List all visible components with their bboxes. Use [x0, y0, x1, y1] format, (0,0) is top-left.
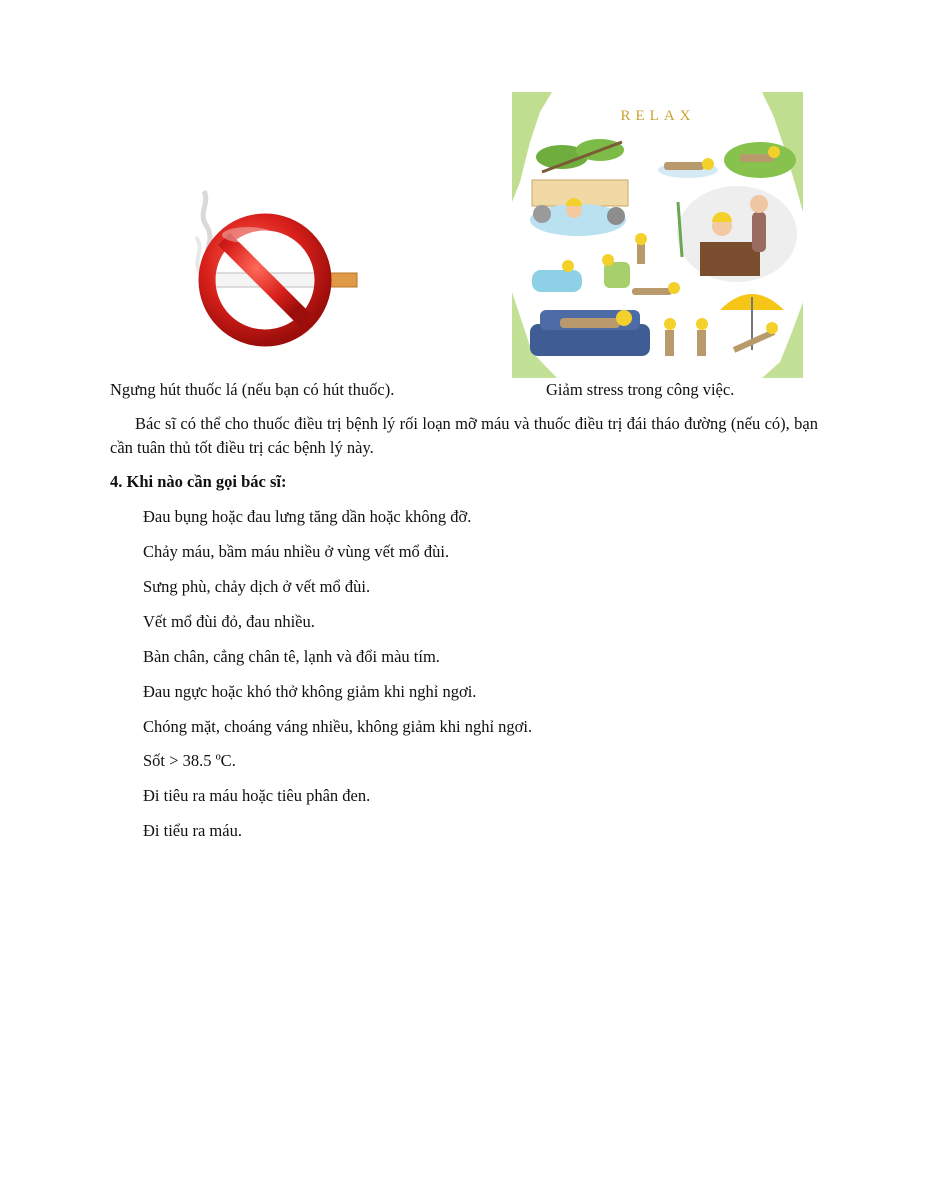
- section-heading: 4. Khi nào cần gọi bác sĩ:: [110, 472, 287, 491]
- list-item: Bàn chân, cẳng chân tê, lạnh và đổi màu tím.: [143, 647, 440, 666]
- list-item: Đau ngực hoặc khó thở không giảm khi nghỉ ngơi.: [143, 682, 477, 701]
- list-item: Chóng mặt, choáng váng nhiều, không giảm khi nghỉ ngơi.: [143, 717, 533, 736]
- list-item: Đau bụng hoặc đau lưng tăng dần hoặc không đỡ.: [143, 507, 472, 526]
- list-item: Sốt > 38.5 ºC.: [143, 751, 236, 770]
- caption-left: Ngưng hút thuốc lá (nếu bạn có hút thuốc).: [110, 380, 395, 399]
- no-smoking-image: [150, 185, 365, 355]
- list-item: Đi tiêu ra máu hoặc tiêu phân đen.: [143, 786, 371, 805]
- list-item: Vết mổ đùi đỏ, đau nhiều.: [143, 612, 315, 631]
- relax-illustration: [512, 92, 803, 378]
- body-paragraph: Bác sĩ có thể cho thuốc điều trị bệnh lý rối loạn mỡ máu và thuốc điều trị đái tháo đường (nếu có), bạn cần tuân thủ tốt điều trị các bệnh lý này.: [110, 414, 818, 457]
- caption-right: Giảm stress trong công việc.: [546, 380, 735, 399]
- list-item: Chảy máu, bầm máu nhiều ở vùng vết mổ đùi.: [143, 542, 450, 561]
- list-item: Đi tiểu ra máu.: [143, 821, 242, 840]
- list-item: Sưng phù, chảy dịch ở vết mổ đùi.: [143, 577, 371, 596]
- relax-label: RELAX: [620, 108, 696, 124]
